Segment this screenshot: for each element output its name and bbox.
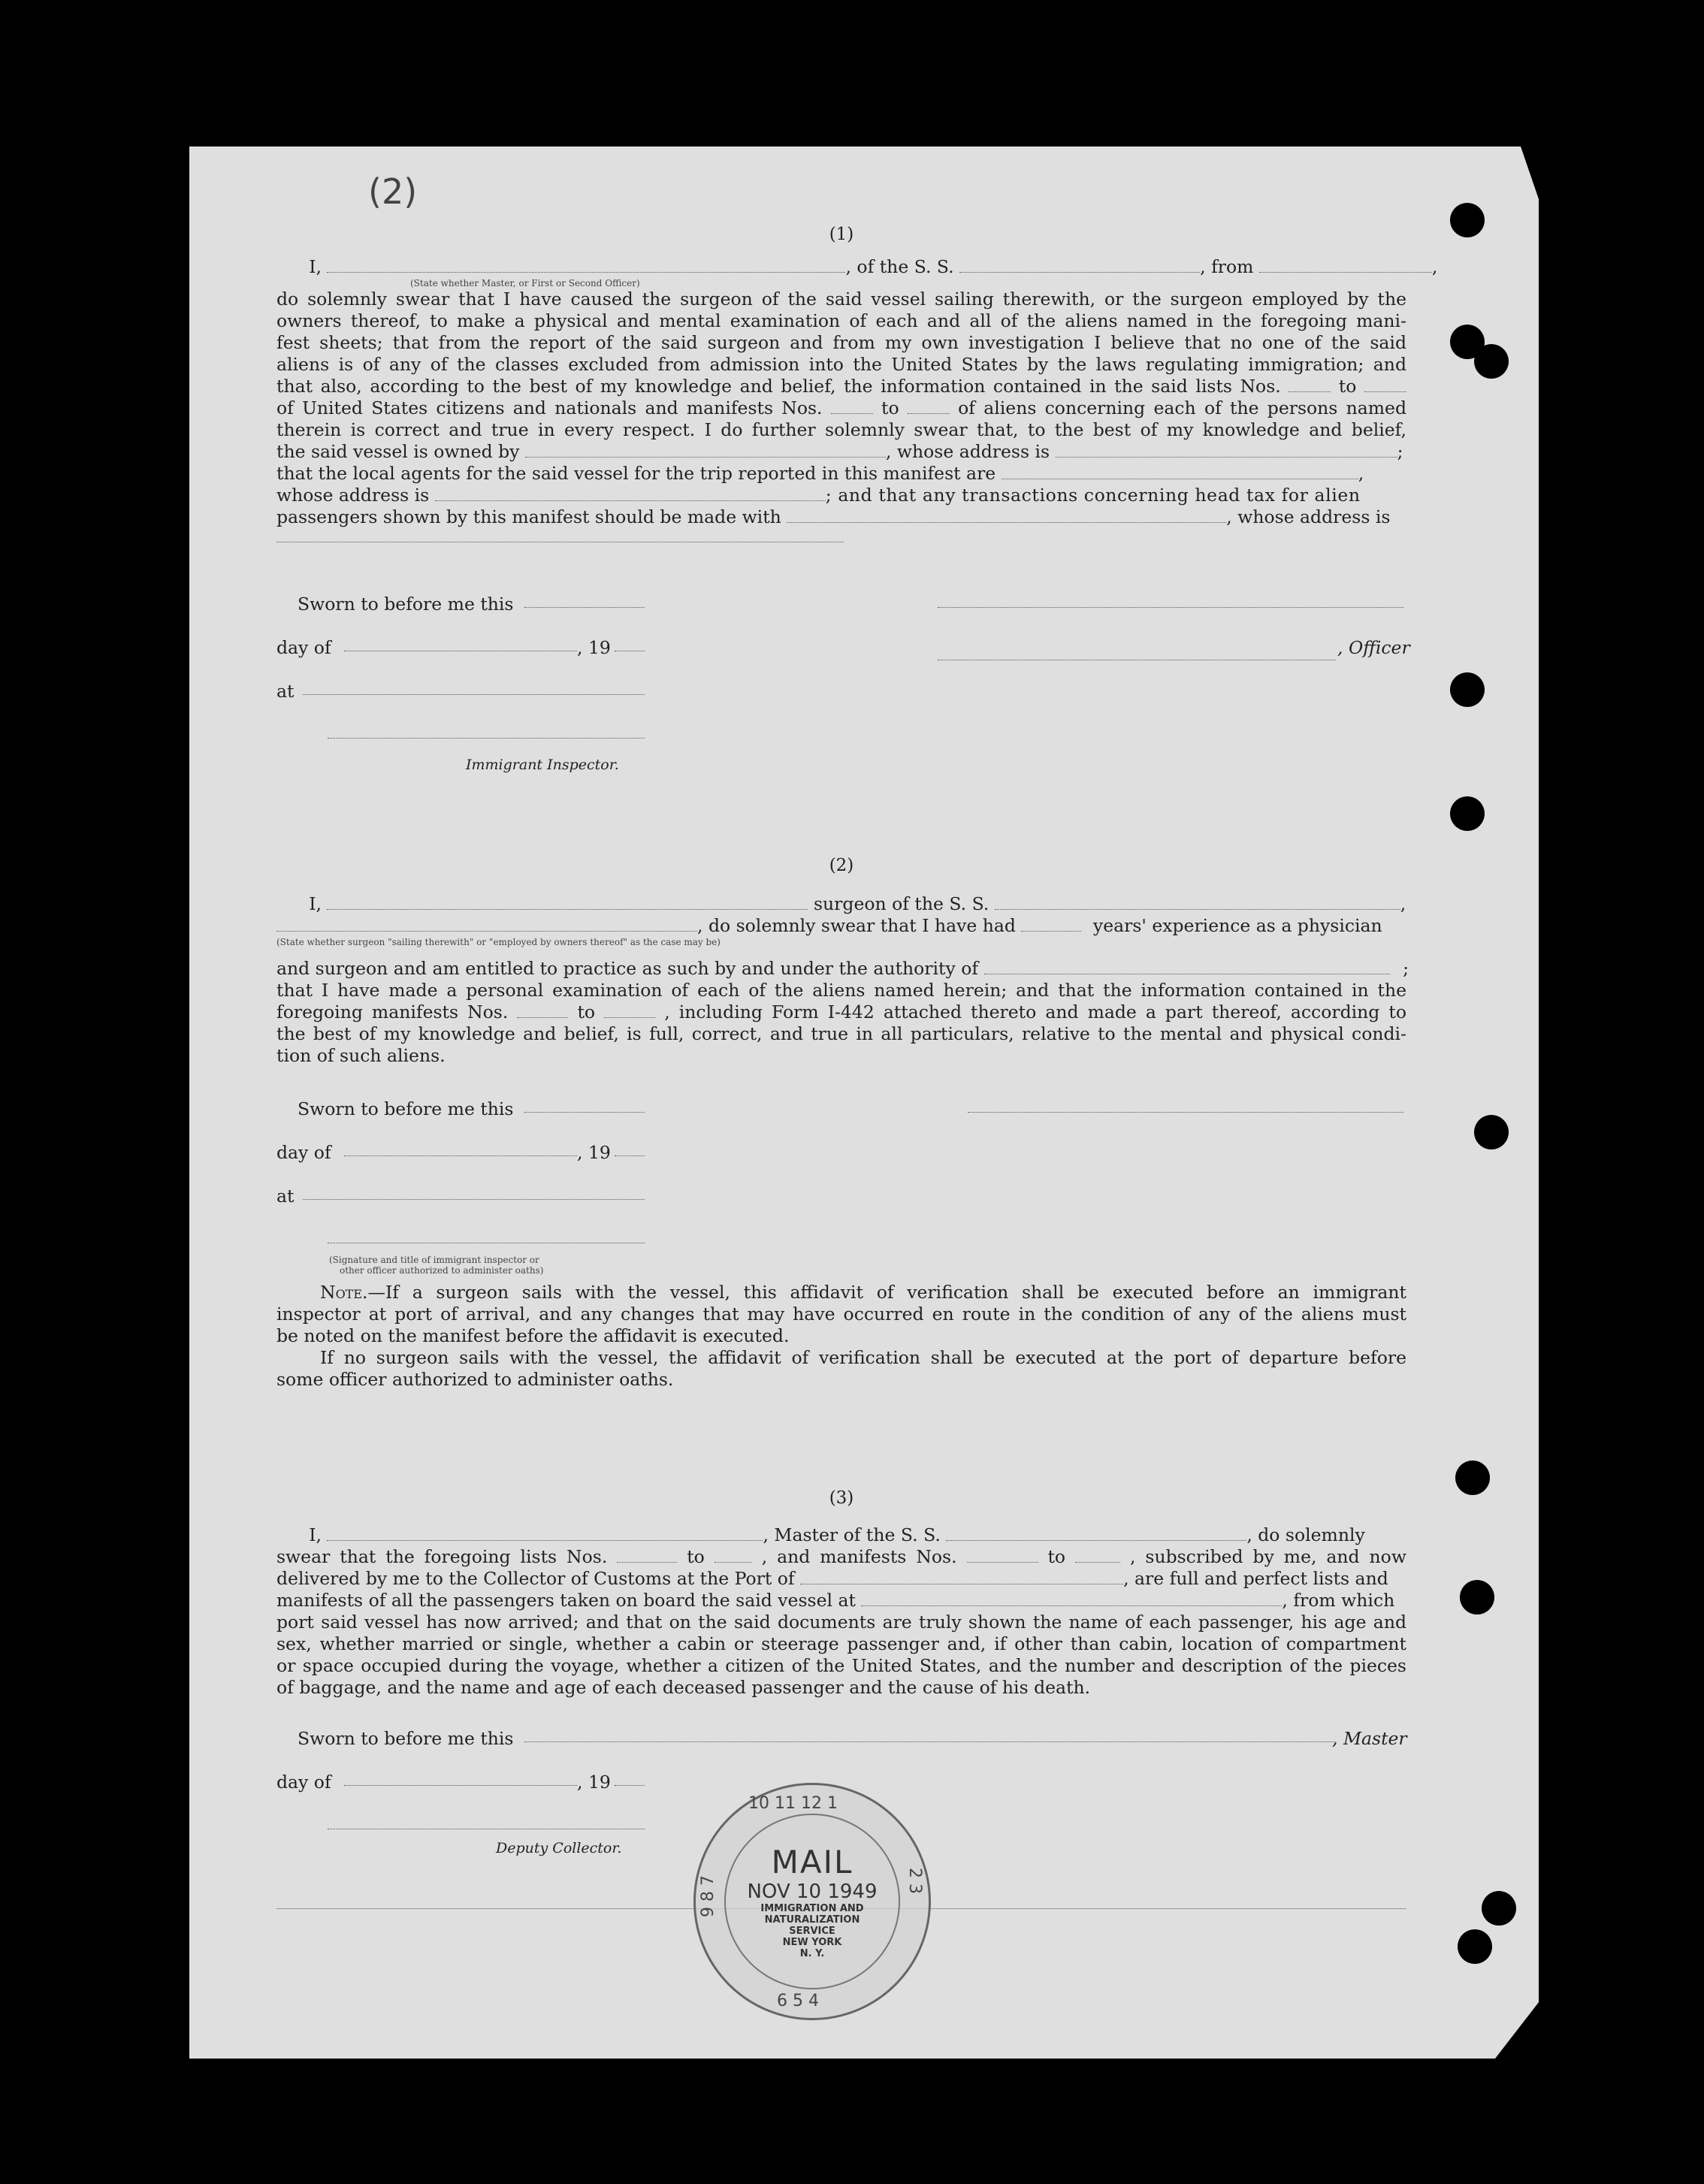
officer-note: (State whether Master, or First or Second Officer): [410, 278, 640, 288]
head-tax-address-field[interactable]: [276, 528, 844, 542]
note-line: inspector at port of arrival, and any changes that may have occurred en route in the condition of any of the aliens must: [276, 1303, 1406, 1325]
oath-text-line: or space occupied during the voyage, whether a citizen of the United States, and the number and description of the pieces: [276, 1655, 1406, 1676]
surgeon-status-field[interactable]: [276, 917, 697, 932]
oath-text-line: foregoing manifests Nos. to , including Form I-442 attached thereto and made a part thereof, according to: [276, 1001, 1406, 1023]
oath-text-line: port said vessel has now arrived; and that on the said documents are truly shown the name of each passenger, his age and: [276, 1612, 1406, 1633]
officer-signature-field[interactable]: [938, 594, 1403, 608]
collector-signature-field[interactable]: [328, 1815, 645, 1829]
location-field[interactable]: [303, 681, 645, 695]
surgeon-name-field[interactable]: [327, 896, 808, 910]
oath-text-line: the best of my knowledge and belief, is full, correct, and true in all particulars, relative to the mental and physical condi-: [276, 1023, 1406, 1044]
oath-text-line: fest sheets; that from the report of the said surgeon and from my own investigation I believe that no one of the said: [276, 332, 1406, 353]
day-of-field[interactable]: [344, 1772, 577, 1786]
inspector-signature-field[interactable]: [328, 1229, 645, 1243]
inspector-signature-field[interactable]: [328, 724, 645, 739]
lists-to-field[interactable]: [715, 1548, 752, 1563]
practice-authority-field[interactable]: [984, 960, 1390, 974]
oath-text-line: of baggage, and the name and age of each deceased passenger and the cause of his death.: [276, 1677, 1091, 1698]
section-1-signatures: Sworn to before me this day of , 19 at , Officer Immigrant Inspector.: [276, 594, 1406, 776]
oath-text-line: tion of such aliens.: [276, 1045, 446, 1066]
year-field[interactable]: [615, 1142, 645, 1156]
master-ship-field[interactable]: [946, 1527, 1246, 1541]
officer-title-field[interactable]: [938, 646, 1336, 660]
collector-caption: Deputy Collector.: [496, 1840, 622, 1856]
immigration-mail-stamp: 10 11 12 1 9 8 7 6 5 4 2 3 MAIL NOV 10 1949 IMMIGRATION AND NATURALIZATION SERVICE NEW YORK N. Y.: [693, 1783, 931, 2020]
oath-text-line: aliens is of any of the classes excluded from admission into the United States by the laws regulating immigration; and: [276, 354, 1406, 375]
owner-address-field[interactable]: [1056, 443, 1397, 458]
stamp-mail-text: MAIL: [771, 1844, 854, 1880]
stamp-date: NOV 10 1949: [747, 1880, 878, 1903]
local-agents-field[interactable]: [1002, 465, 1358, 479]
surgeon-declaration-line: I, surgeon of the S. S. ,: [309, 893, 1406, 914]
note-line: Note.—If a surgeon sails with the vessel, this affidavit of verification shall be executed before an immigrant: [320, 1282, 1406, 1303]
affidavit-section-2: (2) I, surgeon of the S. S. , , do solemnly swear that I have had years' experience as a physician (State whether surgeon "sailing therewith" or "employed by owners thereof" as the case may be) and surgeon and am entitled to practice as such by and under the authority of ; that I have made a personal examination of each of the aliens named herein; and that the information contained in the foregoing manifests Nos. to , including Form I-442 attached thereto and made a part thereof, according to the best of my knowledge and belief, is full, correct, and true in all particulars, relative to the mental and physical condi- tion of such aliens.: [276, 856, 1409, 1066]
oath-text-line: that the local agents for the said vessel for the trip reported in this manifest are ,: [276, 463, 1364, 484]
punch-hole: [1450, 796, 1485, 831]
punch-hole: [1482, 1891, 1516, 1926]
punch-hole: [1450, 203, 1485, 237]
note-line: be noted on the manifest before the affidavit is executed.: [276, 1325, 790, 1346]
head-tax-contact-field[interactable]: [787, 509, 1226, 523]
port-of-departure-field[interactable]: [861, 1592, 1282, 1606]
section-number: (3): [829, 1488, 854, 1508]
vessel-owner-field[interactable]: [525, 443, 886, 458]
officer-name-field[interactable]: [327, 258, 845, 273]
surgeon-ship-field[interactable]: [995, 896, 1400, 910]
note-line: If no surgeon sails with the vessel, the affidavit of verification shall be executed at the port of departure before: [320, 1347, 1406, 1368]
ship-name-field[interactable]: [959, 258, 1200, 273]
signature-note: (Signature and title of immigrant inspector or: [329, 1255, 539, 1265]
punch-hole: [1474, 1115, 1509, 1149]
year-field[interactable]: [615, 637, 645, 651]
oath-text-line: swear that the foregoing lists Nos. to , and manifests Nos. to , subscribed by me, and now: [276, 1546, 1406, 1567]
surgeon-signature-field[interactable]: [968, 1098, 1403, 1113]
from-port-field[interactable]: [1259, 258, 1432, 273]
oath-text-line: sex, whether married or single, whether a cabin or steerage passenger and, if other than cabin, location of compartment: [276, 1633, 1406, 1654]
master-declaration-line: I, , of the S. S. , from ,: [309, 256, 1438, 277]
section-number: (1): [829, 225, 854, 244]
oath-text-line: whose address is ; and that any transactions concerning head tax for alien: [276, 485, 1361, 506]
sworn-date-field[interactable]: [524, 594, 645, 608]
handwritten-page-mark: (2): [368, 171, 418, 212]
oath-text-line: of United States citizens and nationals and manifests Nos. to of aliens concerning each of the persons named: [276, 397, 1406, 418]
section-2-signatures: Sworn to before me this day of , 19 at (Signature and title of immigrant inspector or other officer authorized to administer oaths) Note.—If a surgeon sails with the vessel, this affidavit of verification shall be executed before an immigrant inspector at port of arrival, and any changes that may have occurred en route in the condition of any of the aliens must be noted on the manifest before the affidavit is executed. If no surgeon sails with the vessel, the affidavit of verification shall be executed at the port of departure before some officer authorized to administer oaths.: [276, 1098, 1406, 1390]
oath-text-line: owners thereof, to make a physical and mental examination of each and all of the aliens named in the foregoing mani-: [276, 310, 1406, 331]
lists-from-field[interactable]: [1289, 378, 1331, 392]
oath-text-line: passengers shown by this manifest should be made with , whose address is: [276, 506, 1391, 527]
day-of-field[interactable]: [344, 637, 577, 651]
oath-text-line: therein is correct and true in every respect. I do further solemnly swear that, to the best of my knowledge and belief,: [276, 419, 1406, 440]
master-declaration-line: I, , Master of the S. S. , do solemnly: [309, 1524, 1365, 1545]
manifests-from-field[interactable]: [831, 400, 873, 414]
note-line: some officer authorized to administer oaths.: [276, 1369, 674, 1390]
surgeon-manifests-to-field[interactable]: [604, 1004, 655, 1018]
port-of-arrival-field[interactable]: [800, 1570, 1123, 1584]
manifests-to-field[interactable]: [1075, 1548, 1120, 1563]
punch-hole: [1455, 1461, 1490, 1495]
years-experience-field[interactable]: [1021, 917, 1081, 932]
lists-from-field[interactable]: [617, 1548, 677, 1563]
oath-text-line: that also, according to the best of my knowledge and belief, the information contained in the said lists Nos. to: [276, 376, 1406, 397]
section-number: (2): [829, 856, 854, 875]
section-3-signatures: Sworn to before me this , Master day of , 19 Deputy Collector.: [276, 1728, 1406, 1859]
manifests-to-field[interactable]: [908, 400, 950, 414]
punch-hole: [1458, 1929, 1492, 1964]
inspector-caption: Immigrant Inspector.: [466, 757, 619, 773]
oath-text-line: do solemnly swear that I have caused the surgeon of the said vessel sailing therewith, or the surgeon employed by the: [276, 288, 1406, 310]
punch-hole: [1460, 1580, 1494, 1615]
location-field[interactable]: [303, 1186, 645, 1200]
sworn-date-field[interactable]: [524, 1098, 645, 1113]
manifests-from-field[interactable]: [967, 1548, 1038, 1563]
affidavit-section-1: [276, 224, 1438, 542]
punch-hole: [1450, 672, 1485, 707]
year-field[interactable]: [615, 1772, 645, 1786]
agents-address-field[interactable]: [435, 487, 826, 501]
oath-text-line: that I have made a personal examination of each of the aliens named herein; and that the information contained in the: [276, 980, 1406, 1001]
master-signature-field[interactable]: [524, 1728, 1336, 1742]
surgeon-note: (State whether surgeon "sailing therewith" or "employed by owners thereof" as the case may be): [276, 937, 721, 947]
affidavit-section-3: (3) I, , Master of the S. S. , do solemnly swear that the foregoing lists Nos. to , and manifests Nos. to , subscribed by me, and now delivered by me to the Collector of Customs at the Port of , are full and perfect lists and manifests of all the passengers taken on board the said vessel at , from which port said vessel has now arrived; and that on the said documents are truly shown the name of each passenger, his age and sex, whether married or single, whether a cabin or steerage passenger and, if other than cabin, location of compartment or space occupied during the voyage, whether a citizen of the United States, and the number and description of the pieces of baggage, and the name and age of each deceased passenger and the cause of his death.: [276, 1488, 1406, 1698]
master-name-field[interactable]: [327, 1527, 763, 1541]
signature-note: other officer authorized to administer oaths): [340, 1265, 544, 1276]
surgeon-manifests-from-field[interactable]: [517, 1004, 568, 1018]
punch-hole: [1474, 344, 1509, 379]
oath-text-line: the said vessel is owned by , whose address is ;: [276, 441, 1403, 462]
lists-to-field[interactable]: [1364, 378, 1406, 392]
day-of-field[interactable]: [344, 1142, 577, 1156]
